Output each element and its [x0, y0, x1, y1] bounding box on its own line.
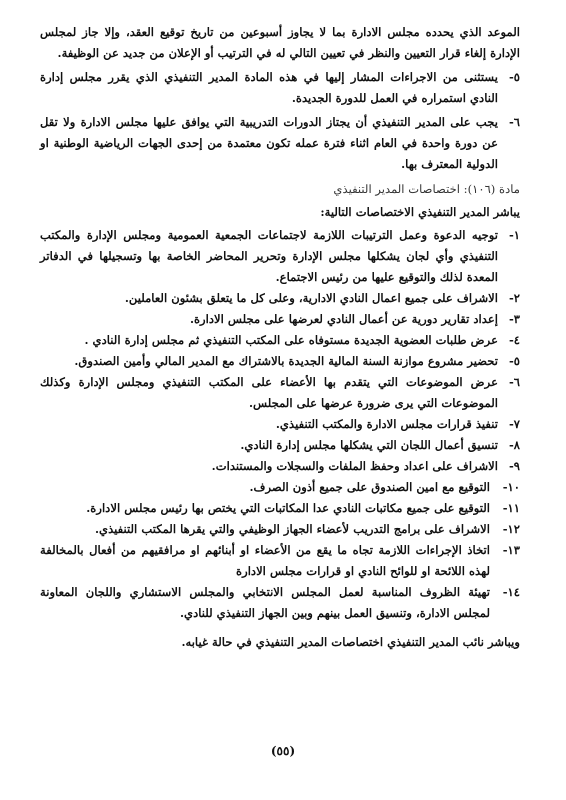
list-item-text: التوقيع مع امين الصندوق على جميع أذون الصرف.	[249, 480, 490, 494]
closing-paragraph: ويباشر نائب المدير التنفيذي اختصاصات المدير التنفيذي في حالة غيابه.	[181, 635, 520, 649]
list-item	[40, 112, 520, 175]
page-number: (٥٥)	[270, 744, 296, 758]
list-item-number: ٩-	[508, 459, 520, 473]
list-item	[40, 519, 520, 540]
list-item	[40, 330, 520, 351]
list-item	[40, 435, 520, 456]
list-item-text: توجيه الدعوة وعمل الترتيبات اللازمة لاجتماعات الجمعية العمومية ومجلس الإدارة والمكتب التنفيذي وأي لجان يشكلها مجلس الإدارة وتحرير المحاضر الخاصة بها وتسجيلها في الدفاتر المعدة لذلك والتوقيع عليها من رئيس الاجتماع.	[40, 228, 498, 284]
list-item	[40, 477, 520, 498]
list-item-text: تنسيق أعمال اللجان التي يشكلها مجلس إدارة النادي.	[240, 438, 498, 452]
article-heading: مادة (١٠٦): اختصاصات المدير التنفيذي	[333, 182, 520, 196]
list-item-number: ١-	[508, 228, 520, 242]
list-item-number: ٢-	[508, 291, 520, 305]
list-item-text: تنفيذ قرارات مجلس الادارة والمكتب التنفيذي.	[275, 417, 498, 431]
list-item	[40, 372, 520, 414]
list-item-text: الاشراف على برامج التدريب لأعضاء الجهاز الوظيفي والتي يقرها المكتب التنفيذي.	[94, 522, 490, 536]
list-item-text: التوقيع على جميع مكاتبات النادي عدا المكاتبات التي يختص بها رئيس مجلس الادارة.	[86, 501, 490, 515]
article-intro: يباشر المدير التنفيذي الاختصاصات التالية:	[320, 205, 520, 219]
list-item-text: عرض طلبات العضوية الجديدة مستوفاه على المكتب التنفيذي ثم مجلس إدارة النادي .	[84, 333, 498, 347]
list-item-number: ١٤-	[502, 585, 520, 599]
list-item	[40, 498, 520, 519]
list-item	[40, 351, 520, 372]
list-item	[40, 309, 520, 330]
list-item-text: تهيئة الظروف المناسبة لعمل المجلس الانتخابي والمجلس الاستشاري واللجان المعاونة لمجلس الادارة، وتنسيق العمل بينهم وبين الجهاز التنفيذي للنادي.	[40, 585, 490, 620]
list-item-number: ٨-	[508, 438, 520, 452]
list-item-number: ٣-	[508, 312, 520, 326]
list-item	[40, 67, 520, 109]
list-item-number: ٤-	[508, 333, 520, 347]
list-item-text: اتخاذ الإجراءات اللازمة تجاه ما يقع من الأعضاء او أبنائهم او مرافقيهم من أفعال بالمخالفة لهذه اللائحة او للوائح النادي او قرارات مجلس الادارة	[40, 543, 490, 578]
list-item-number: ٦-	[508, 375, 520, 389]
list-item-text: تحضير مشروع موازنة السنة المالية الجديدة بالاشتراك مع المدير المالي وأمين الصندوق.	[74, 354, 498, 368]
list-item	[40, 225, 520, 288]
list-item-number: ٧-	[508, 417, 520, 431]
list-item-text: يجب على المدير التنفيذي أن يجتاز الدورات التدريبية التي يوافق عليها مجلس الادارة ولا تقل عن دورة واحدة في العام اثناء فترة عمله تكون معتمدة من إحدى الجهات الرياضية الوطنية او الدولية المعترف بها.	[40, 115, 498, 171]
list-item-number: ١٣-	[502, 543, 520, 557]
list-item-text: الاشراف على اعداد وحفظ الملفات والسجلات والمستندات.	[211, 459, 498, 473]
list-item-number: ١٢-	[502, 522, 520, 536]
list-item	[40, 288, 520, 309]
list-item	[40, 540, 520, 582]
list-item-text: يستثنى من الاجراءات المشار إليها في هذه المادة المدير التنفيذي الذي يقرر مجلس إدارة النادي استمراره في العمل للدورة الجديدة.	[40, 70, 498, 105]
list-item-number: ١١-	[502, 501, 520, 515]
list-item-number: ٦-	[508, 115, 520, 129]
list-item	[40, 582, 520, 624]
list-item	[40, 456, 520, 477]
carryover-paragraph: الموعد الذي يحدده مجلس الادارة بما لا يجاوز أسبوعين من تاريخ توقيع العقد، وإلا جاز لمجلس الإدارة إلغاء قرار التعيين والنظر في تعيين التالي له في الترتيب أو الإعلان من جديد عن الوظيفة.	[40, 25, 520, 60]
list-item	[40, 414, 520, 435]
list-item-number: ٥-	[508, 70, 520, 84]
list-item-number: ٥-	[508, 354, 520, 368]
list-item-text: إعداد تقارير دورية عن أعمال النادي لعرضها على مجلس الادارة.	[189, 312, 498, 326]
list-item-text: الاشراف على جميع اعمال النادي الادارية، وعلى كل ما يتعلق بشئون العاملين.	[124, 291, 498, 305]
list-item-number: ١٠-	[502, 480, 520, 494]
list-item-text: عرض الموضوعات التي يتقدم بها الأعضاء على المكتب التنفيذي ومجلس الإدارة وكذلك الموضوعات التي يرى ضرورة عرضها على المجلس.	[40, 375, 498, 410]
